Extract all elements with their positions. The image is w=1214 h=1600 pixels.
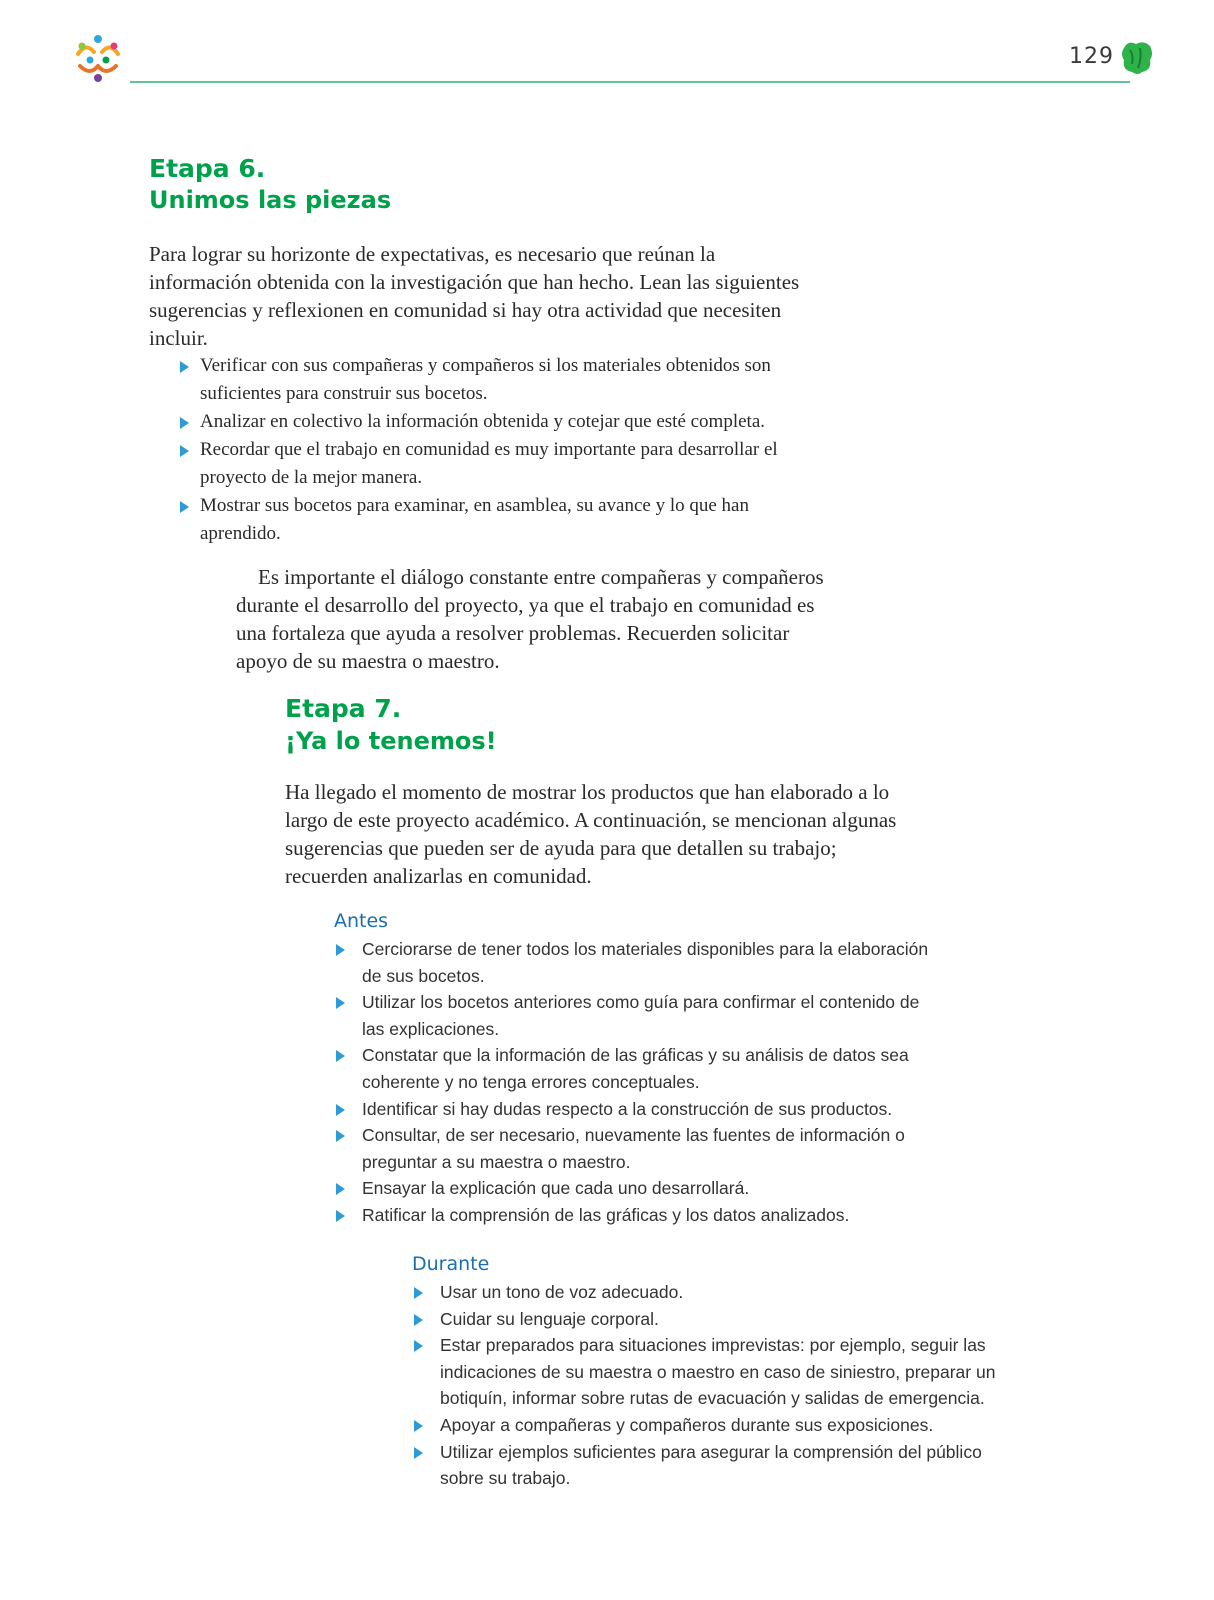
community-logo-icon xyxy=(70,32,126,84)
triangle-bullet-icon xyxy=(336,1130,345,1142)
triangle-bullet-icon xyxy=(414,1447,423,1459)
triangle-bullet-icon xyxy=(336,1050,345,1062)
list-item: Ratificar la comprensión de las gráficas y los datos analizados. xyxy=(334,1202,934,1229)
list-item: Cuidar su lenguaje corporal. xyxy=(412,1306,1012,1333)
page-number: 129 xyxy=(1069,44,1114,69)
triangle-bullet-icon xyxy=(414,1340,423,1352)
triangle-bullet-icon xyxy=(336,1210,345,1222)
decorative-blob-icon xyxy=(1120,40,1154,76)
list-item: Consultar, de ser necesario, nuevamente las fuentes de información o preguntar a su maestra o maestro. xyxy=(334,1122,934,1175)
durante-list xyxy=(412,1279,1012,1492)
triangle-bullet-icon xyxy=(336,997,345,1009)
list-item: Utilizar ejemplos suficientes para asegurar la comprensión del público sobre su trabajo. xyxy=(412,1439,1012,1492)
stage7-subtitle: ¡Ya lo tenemos! xyxy=(285,727,497,755)
list-item: Ensayar la explicación que cada uno desarrollará. xyxy=(334,1175,934,1202)
triangle-bullet-icon xyxy=(336,1183,345,1195)
triangle-bullet-icon xyxy=(180,445,189,457)
triangle-bullet-icon xyxy=(414,1314,423,1326)
list-item: Mostrar sus bocetos para examinar, en asamblea, su avance y lo que han aprendido. xyxy=(176,492,816,548)
list-item: Verificar con sus compañeras y compañeros si los materiales obtenidos son suficientes para construir sus bocetos. xyxy=(176,352,816,408)
stage6-note: Es importante el diálogo constante entre compañeras y compañeros durante el desarrollo del proyecto, ya que el trabajo en comunidad es una fortaleza que ayuda a resolver problemas. Recuerden solicitar apoyo de su maestra o maestro. xyxy=(236,565,824,673)
stage6-title: Etapa 6. xyxy=(149,154,266,183)
list-item: Utilizar los bocetos anteriores como guía para confirmar el contenido de las explicaciones. xyxy=(334,989,934,1042)
list-item: Identificar si hay dudas respecto a la construcción de sus productos. xyxy=(334,1096,934,1123)
list-item: Estar preparados para situaciones imprevistas: por ejemplo, seguir las indicaciones de su maestra o maestro en caso de siniestro, preparar un botiquín, informar sobre rutas de evacuación y salidas de emergencia. xyxy=(412,1332,1012,1412)
triangle-bullet-icon xyxy=(336,944,345,956)
antes-heading: Antes xyxy=(334,910,389,932)
triangle-bullet-icon xyxy=(180,417,189,429)
list-item: Analizar en colectivo la información obtenida y cotejar que esté completa. xyxy=(176,408,816,436)
list-item: Constatar que la información de las gráficas y su análisis de datos sea coherente y no tenga errores conceptuales. xyxy=(334,1042,934,1095)
stage7-intro: Ha llegado el momento de mostrar los productos que han elaborado a lo largo de este proyecto académico. A continuación, se mencionan algunas sugerencias que pueden ser de ayuda para que detallen su trabajo; recuerden analizarlas en comunidad. xyxy=(285,780,897,888)
stage6-list xyxy=(176,352,816,548)
antes-list xyxy=(334,936,934,1229)
triangle-bullet-icon xyxy=(180,501,189,513)
stage6-intro: Para lograr su horizonte de expectativas, es necesario que reúnan la información obtenida con la investigación que han hecho. Lean las siguientes sugerencias y reflexionen en comunidad si hay otra actividad que necesiten incluir. xyxy=(149,242,800,350)
triangle-bullet-icon xyxy=(414,1287,423,1299)
list-item: Usar un tono de voz adecuado. xyxy=(412,1279,1012,1306)
triangle-bullet-icon xyxy=(414,1420,423,1432)
stage6-subtitle: Unimos las piezas xyxy=(149,186,392,214)
durante-heading: Durante xyxy=(412,1253,490,1275)
triangle-bullet-icon xyxy=(180,361,189,373)
stage7-title: Etapa 7. xyxy=(285,694,402,723)
header-divider xyxy=(130,81,1130,83)
list-item: Apoyar a compañeras y compañeros durante sus exposiciones. xyxy=(412,1412,1012,1439)
triangle-bullet-icon xyxy=(336,1104,345,1116)
list-item: Cerciorarse de tener todos los materiales disponibles para la elaboración de sus bocetos. xyxy=(334,936,934,989)
list-item: Recordar que el trabajo en comunidad es muy importante para desarrollar el proyecto de la mejor manera. xyxy=(176,436,816,492)
